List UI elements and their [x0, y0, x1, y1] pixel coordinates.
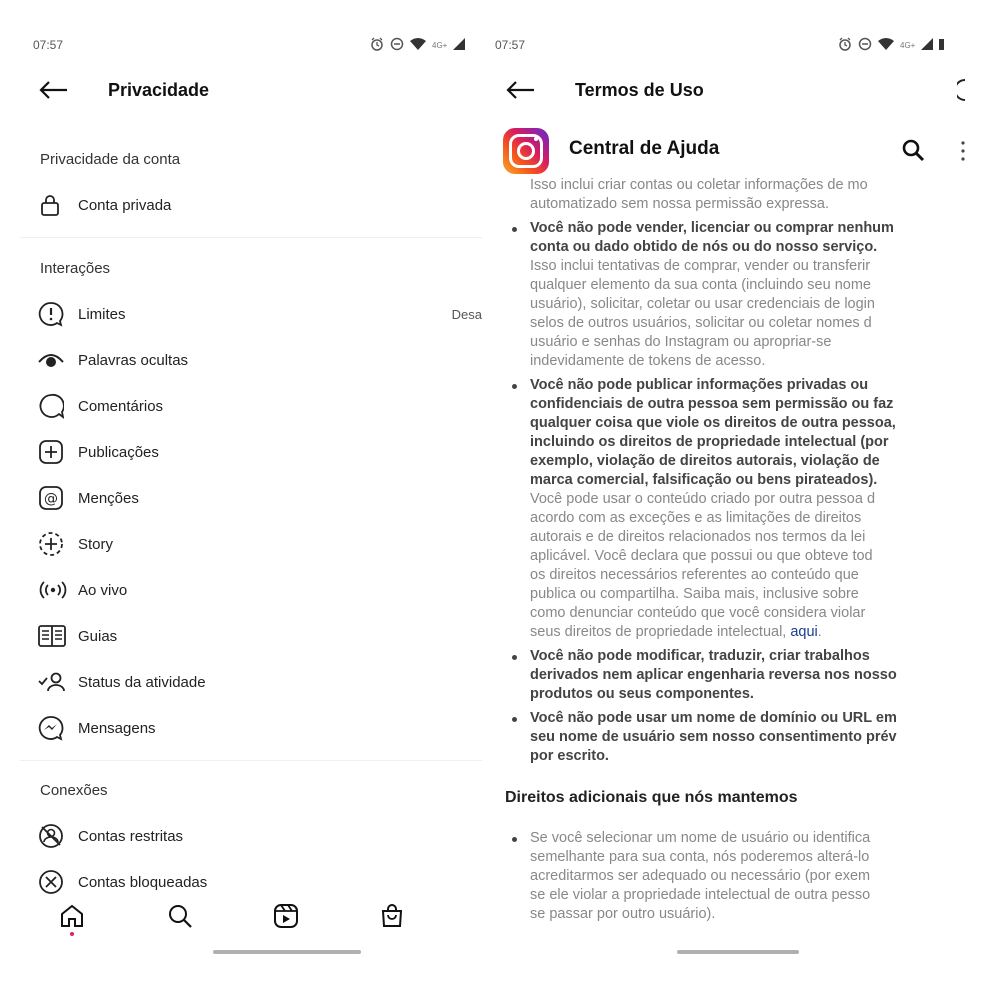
live-icon — [38, 577, 68, 603]
search-icon[interactable] — [901, 138, 927, 169]
terms-text-line: Se você selecionar um nome de usuário ou identifica — [530, 830, 871, 846]
svg-text:@: @ — [44, 491, 58, 507]
terms-text-line: os direitos necessários referentes ao conteúdo que — [530, 567, 859, 583]
terms-text-line: se passar por outro usuário). — [530, 906, 716, 922]
home-indicator — [677, 950, 799, 954]
terms-text-line: acreditarmos ser adequado ou necessário (por exem — [530, 868, 871, 884]
bullet-point — [512, 717, 517, 722]
search-icon[interactable] — [162, 898, 198, 934]
terms-of-use-screen — [493, 0, 984, 984]
status-time: 07:57 — [33, 38, 64, 52]
menu-item-messages[interactable] — [38, 713, 482, 743]
wifi-icon — [410, 38, 426, 53]
terms-text-line: derivados nem aplicar engenharia reversa nos nosso — [530, 667, 897, 683]
restricted-icon — [38, 823, 68, 849]
menu-item-restricted-accounts[interactable] — [38, 821, 482, 851]
home-icon[interactable] — [54, 898, 90, 934]
mention-icon — [38, 485, 68, 511]
terms-text-line: incluindo os direitos de propriedade intelectual (por — [530, 434, 889, 450]
terms-text-line: se ele violar a propriedade intelectual de outra pesso — [530, 887, 871, 903]
notification-dot — [70, 932, 74, 936]
shop-icon[interactable] — [374, 898, 410, 934]
menu-item-label: Conta privada — [78, 196, 172, 214]
terms-text-line: usuário e senhas do Instagram ou apropriar-se — [530, 334, 832, 350]
menu-item-label: Story — [78, 535, 114, 553]
menu-item-guides[interactable] — [38, 621, 482, 651]
signal-icon — [453, 38, 465, 53]
divider — [20, 760, 482, 761]
privacy-settings-screen — [0, 0, 482, 984]
back-arrow-icon[interactable] — [38, 80, 68, 105]
terms-text-line: Você não pode modificar, traduzir, criar trabalhos — [530, 648, 870, 664]
bullet-point — [512, 655, 517, 660]
section-title-interactions: Interações — [40, 260, 111, 277]
do-not-disturb-icon — [390, 37, 404, 54]
eye-hidden-icon — [38, 347, 68, 373]
terms-text-line: Isso inclui criar contas ou coletar informações de mo — [530, 177, 868, 193]
home-indicator — [213, 950, 361, 954]
menu-item-label: Status da atividade — [78, 673, 206, 691]
messenger-icon — [38, 715, 68, 741]
panel-separator — [482, 0, 493, 984]
terms-text-line: publica ou compartilha. Saiba mais, inclusive sobre — [530, 586, 859, 602]
terms-text-line: acordo com as exceções e as limitações de direitos — [530, 510, 862, 526]
reels-icon[interactable] — [268, 898, 304, 934]
alarm-icon — [370, 37, 384, 54]
terms-text-line: automatizado sem nossa permissão expressa. — [530, 196, 830, 212]
terms-text-line: conta ou dado obtido de nós ou do nosso serviço. — [530, 239, 878, 255]
menu-item-mentions[interactable] — [38, 483, 482, 513]
terms-text-line: Você não pode publicar informações privadas ou — [530, 377, 869, 393]
divider — [20, 237, 482, 238]
menu-item-label: Contas bloqueadas — [78, 873, 208, 891]
section-title-additional-rights: Direitos adicionais que nós mantemos — [505, 789, 798, 806]
alarm-icon — [838, 37, 852, 54]
terms-text-line: Você não pode vender, licenciar ou comprar nenhum — [530, 220, 894, 236]
page-title: Termos de Uso — [575, 80, 704, 100]
terms-text-line: autorais e de direitos relacionados nos termos da lei — [530, 529, 866, 545]
story-icon — [38, 531, 68, 557]
menu-item-limits[interactable] — [38, 299, 482, 329]
battery-icon — [939, 38, 945, 53]
menu-item-label: Palavras ocultas — [78, 351, 189, 369]
terms-text-line: seu nome de usuário sem nosso consentimento prév — [530, 729, 897, 745]
top-bar — [0, 72, 482, 112]
terms-text-line: por escrito. — [530, 748, 609, 764]
terms-text-line: qualquer coisa que viole os direitos de outra pessoa, — [530, 415, 896, 431]
menu-item-blocked-accounts[interactable] — [38, 867, 482, 897]
help-center-title: Central de Ajuda — [569, 138, 720, 159]
network-type: 4G+ — [432, 41, 448, 50]
menu-item-label: Ao vivo — [78, 581, 128, 599]
activity-status-icon — [38, 669, 68, 695]
page-title: Privacidade — [108, 80, 210, 100]
status-icons — [370, 37, 465, 54]
top-bar — [493, 72, 984, 112]
menu-item-live[interactable] — [38, 575, 482, 605]
menu-item-label: Mensagens — [78, 719, 156, 737]
section-title-account-privacy: Privacidade da conta — [40, 151, 181, 168]
back-arrow-icon[interactable] — [505, 80, 535, 105]
add-post-icon — [38, 439, 68, 465]
terms-text-line: selos de outros usuários, solicitar ou coletar nomes d — [530, 315, 872, 331]
network-type: 4G+ — [900, 41, 916, 50]
menu-item-private-account[interactable] — [38, 190, 482, 220]
wifi-icon — [878, 38, 894, 53]
menu-item-posts[interactable] — [38, 437, 482, 467]
terms-text-line: Isso inclui tentativas de comprar, vender ou transferir — [530, 258, 871, 274]
terms-text-line: Você pode usar o conteúdo criado por outra pessoa d — [530, 491, 876, 507]
menu-item-label: Publicações — [78, 443, 159, 461]
terms-text-line: como denunciar conteúdo que você considera violar — [530, 605, 866, 621]
signal-icon — [921, 38, 933, 53]
section-title-connections: Conexões — [40, 782, 108, 799]
terms-text-line: aplicável. Você declara que possui ou que obteve tod — [530, 548, 873, 564]
lock-icon — [38, 192, 68, 218]
terms-text-line: confidenciais de outra pessoa sem permissão ou faz — [530, 396, 894, 412]
blocked-icon — [38, 869, 68, 895]
menu-item-activity-status[interactable] — [38, 667, 482, 697]
status-bar — [0, 38, 482, 54]
menu-item-comments[interactable] — [38, 391, 482, 421]
terms-text-line: indevidamente de tokens de acesso. — [530, 353, 766, 369]
here-link[interactable]: aqui — [790, 624, 818, 640]
menu-item-label: Guias — [78, 627, 118, 645]
menu-item-hidden-words[interactable] — [38, 345, 482, 375]
menu-item-label: Menções — [78, 489, 139, 507]
limits-icon — [38, 301, 68, 327]
terms-text-line: seus direitos de propriedade intelectual, aqui. — [530, 624, 822, 640]
kebab-menu-icon[interactable] — [960, 140, 966, 167]
instagram-logo-icon — [503, 128, 549, 174]
status-icons — [838, 37, 945, 54]
terms-text-line: semelhante para sua conta, nós poderemos alterá-lo — [530, 849, 870, 865]
bullet-point — [512, 384, 517, 389]
terms-text-line: exemplo, violação de direitos autorais, violação de — [530, 453, 880, 469]
menu-item-value: Desa — [451, 306, 482, 322]
status-bar — [493, 38, 984, 54]
menu-item-story[interactable] — [38, 529, 482, 559]
menu-item-label: Limites — [78, 305, 126, 323]
terms-text-line: usuário), solicitar, coletar ou usar credenciais de login — [530, 296, 875, 312]
help-center-header — [493, 124, 984, 176]
bullet-point — [512, 837, 517, 842]
terms-text-line: marca comercial, falsificação ou bens pirateados). — [530, 472, 878, 488]
terms-text-line: Você não pode usar um nome de domínio ou URL em — [530, 710, 897, 726]
comment-icon — [38, 393, 68, 419]
menu-item-label: Contas restritas — [78, 827, 184, 845]
terms-text-line: produtos ou seus componentes. — [530, 686, 754, 702]
guides-icon — [38, 623, 68, 649]
more-options-icon[interactable] — [957, 78, 967, 107]
status-time: 07:57 — [495, 38, 526, 52]
terms-text-line: qualquer elemento da sua conta (incluindo seu nome — [530, 277, 871, 293]
bottom-navigation — [40, 898, 442, 938]
menu-item-label: Comentários — [78, 397, 164, 415]
do-not-disturb-icon — [858, 37, 872, 54]
bullet-point — [512, 227, 517, 232]
